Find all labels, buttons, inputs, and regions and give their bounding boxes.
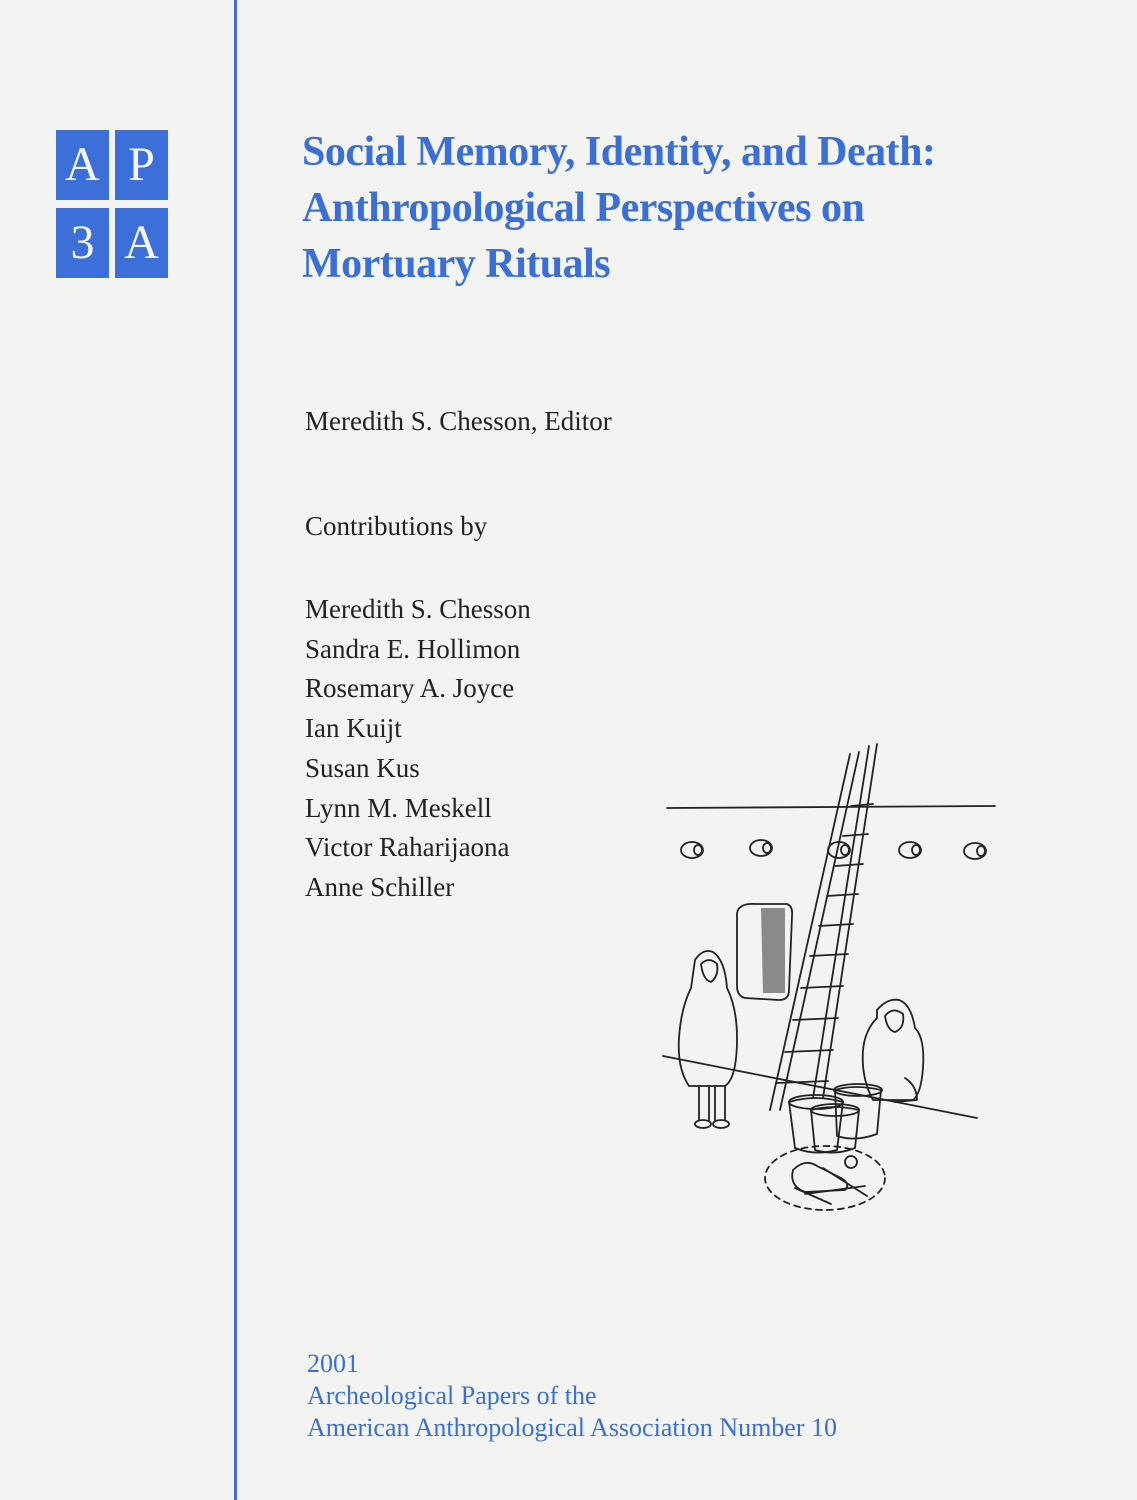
contributions-heading: Contributions by <box>305 511 488 541</box>
right-figure <box>863 1000 924 1102</box>
pueblo-ladder-illustration <box>655 738 1000 1218</box>
logo-cell-3: 3 <box>56 208 109 278</box>
contributor-list <box>305 590 531 908</box>
baskets <box>789 1084 882 1153</box>
burial-pit <box>765 1146 885 1210</box>
series-line-2: American Anthropological Association Number 10 <box>307 1413 838 1442</box>
footer <box>307 1348 837 1444</box>
contributor: Victor Raharijaona <box>305 832 510 863</box>
logo-cell-p: P <box>115 130 168 200</box>
contributor: Anne Schiller <box>305 871 455 902</box>
ladder <box>770 744 877 1110</box>
vertical-rule <box>234 0 237 1500</box>
viga-ends <box>681 840 986 859</box>
logo-cell-a: A <box>56 130 109 200</box>
title-line-1: Social Memory, Identity, and Death: <box>302 129 936 175</box>
title-line-2: Anthropological Perspectives on <box>302 185 865 231</box>
title-line-3: Mortuary Rituals <box>302 241 611 287</box>
contributor: Rosemary A. Joyce <box>305 673 515 704</box>
contributor: Lynn M. Meskell <box>305 792 492 823</box>
series-line-1: Archeological Papers of the <box>307 1381 597 1410</box>
ap3a-logo <box>56 130 168 278</box>
book-title <box>302 124 1082 292</box>
contributor: Susan Kus <box>305 752 420 783</box>
contributor: Sandra E. Hollimon <box>305 633 521 664</box>
contributor: Meredith S. Chesson <box>305 594 531 624</box>
contributor: Ian Kuijt <box>305 713 402 744</box>
left-figure <box>679 951 737 1128</box>
editor-credit: Meredith S. Chesson, Editor <box>305 406 612 436</box>
logo-cell-a2: A <box>115 208 168 278</box>
publication-year: 2001 <box>307 1349 359 1378</box>
